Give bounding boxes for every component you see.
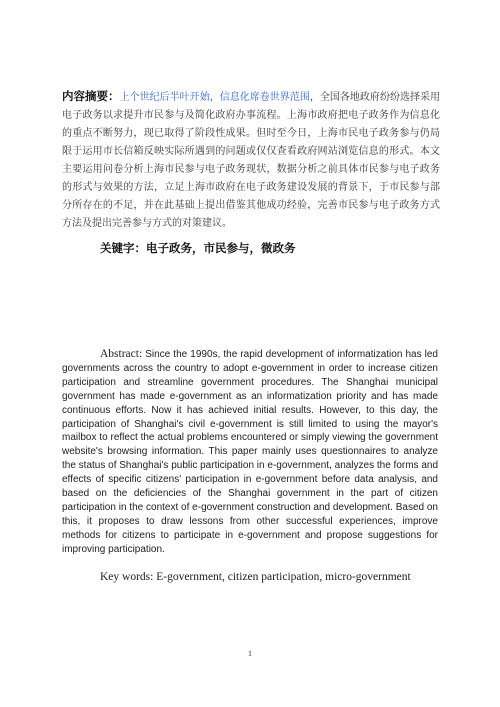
english-keywords-list: E-government, citizen participation, micro-government: [153, 571, 411, 583]
chinese-keywords: [100, 240, 440, 256]
chinese-abstract-highlight: 上个世纪后半叶开始，信息化席卷世界范围: [119, 92, 310, 103]
english-abstract-body: Since the 1990s, the rapid development of informatization has led governments across the country to adopt e-government in order to increase citizen participation and streamline government procedures. The Shanghai municipal government has made e-government as an informatization priority and has made continuous efforts. Now it has achieved initial results. However, to this day, the participation of Shanghai's civil e-government is still limited to using the mayor's mailbox to reflect the actual problems encountered or simply viewing the government website's browsing information. This paper mainly uses questionnaires to analyze the status of Shanghai's public participation in e-government, analyzes the forms and effects of specific citizens' participation in e-government before data analysis, and based on the deficiencies of the Shanghai government in the part of citizen participation in the context of e-government construction and development. Based on this, it proposes to draw lessons from other successful experiences, improve methods for citizens to participate in e-government and propose suggestions for improving participation.: [62, 349, 439, 555]
english-abstract-label: Abstract:: [100, 348, 143, 360]
chinese-abstract-body: ，全国各地政府纷纷选择采用电子政务以求提升市民参与及简化政府办事流程。上海市政府把电子政务作为信息化的重点不断努力，现已取得了阶段性成果。但时至今日，上海市民电子政务参与仍局限于运用市长信箱反映实际所遇到的问题或仅仅查看政府网站浏览信息的形式。本文主要运用问卷分析上海市民参与电子政务现状，数据分析之前具体市民参与电子政务的形式与效果的方法，立足上海市政府在电子政务建设发展的背景下，于市民参与部分所存在的不足，并在此基础上提出借鉴其他成功经验，完善市民参与电子政务方式方法及提出完善参与方式的对策建议。: [62, 92, 441, 229]
chinese-keywords-list: 电子政务，市民参与，微政务: [146, 241, 296, 255]
english-keywords-label: Key words:: [100, 571, 154, 583]
chinese-abstract: [62, 87, 440, 233]
chinese-abstract-label: 内容摘要：: [62, 89, 120, 103]
chinese-keywords-label: 关键字：: [100, 241, 146, 255]
page-number: 1: [248, 649, 252, 658]
english-abstract: [62, 348, 438, 557]
english-keywords: [100, 571, 440, 583]
